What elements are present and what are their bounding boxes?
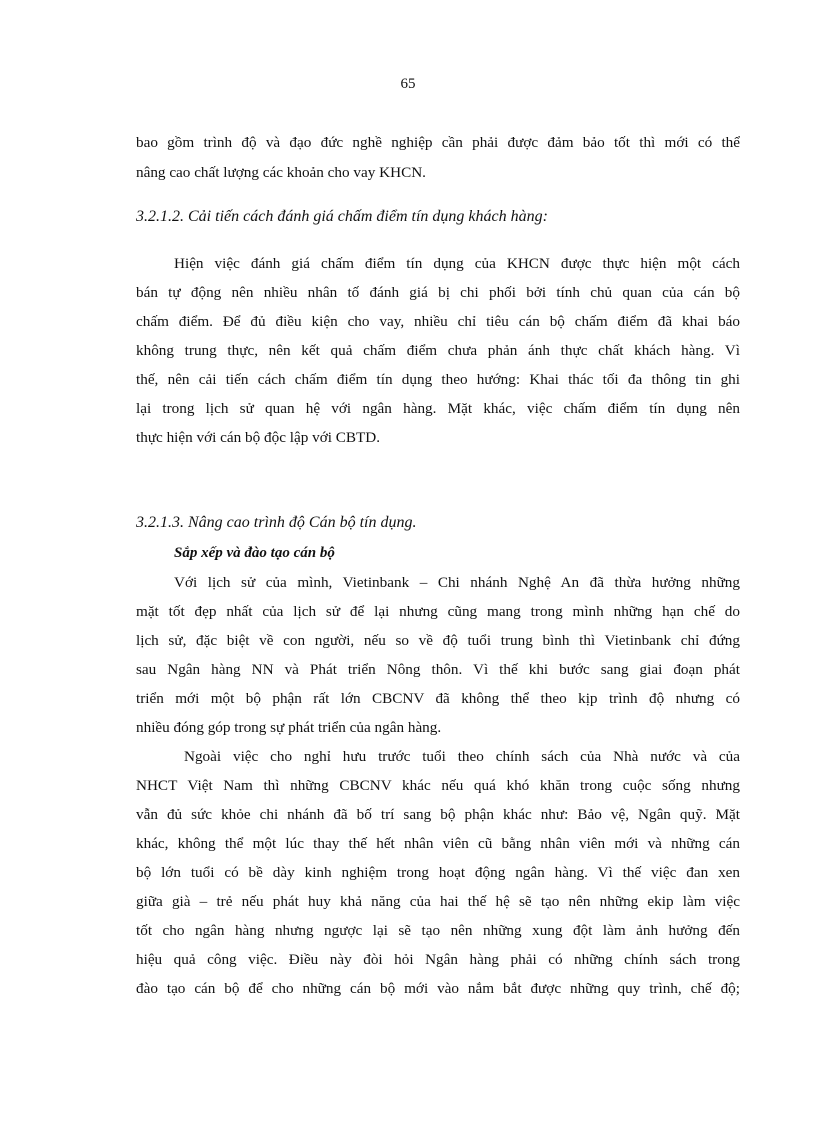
text-line: Ngoài việc cho nghỉ hưu trước tuổi theo chính sách của Nhà nước và của — [184, 748, 740, 765]
page-number: 65 — [400, 76, 416, 92]
section-heading-3-2-1-2: 3.2.1.2. Cải tiến cách đánh giá chấm điểm tín dụng khách hàng: — [136, 208, 548, 225]
text-line: lại trong lịch sử quan hệ với ngân hàng. Mặt khác, việc chấm điểm tín dụng nên — [136, 400, 740, 417]
text-line: nâng cao chất lượng các khoản cho vay KHCN. — [136, 164, 426, 181]
text-line: tốt cho ngân hàng nhưng ngược lại sẽ tạo nên những xung đột làm ảnh hưởng đến — [136, 922, 740, 939]
subheading: Sắp xếp và đào tạo cán bộ — [174, 545, 335, 561]
text-line: nhiều đóng góp trong sự phát triển của ngân hàng. — [136, 719, 442, 736]
text-line: chấm điểm. Để đủ điều kiện cho vay, nhiều chỉ tiêu cán bộ chấm điểm đã khai báo — [136, 313, 740, 330]
text-line: giữa già – trẻ nếu phát huy khả năng của hai thế hệ sẽ tạo nên những ekip làm việc — [136, 893, 740, 910]
section-heading-3-2-1-3: 3.2.1.3. Nâng cao trình độ Cán bộ tín dụng. — [136, 514, 417, 531]
text-line: triển mới một bộ phận rất lớn CBCNV đã không thể theo kịp trình độ nhưng có — [136, 690, 740, 707]
text-line: NHCT Việt Nam thì những CBCNV khác nếu quá khó khăn trong cuộc sống nhưng — [136, 777, 740, 794]
text-line: lịch sử, đặc biệt về con người, nếu so về độ tuổi trung bình thì Vietinbank chỉ đứng — [136, 632, 740, 649]
text-line: thế, nên cải tiến cách chấm điểm tín dụng theo hướng: Khai thác tối đa thông tin ghi — [136, 371, 740, 388]
text-line: bộ lớn tuổi có bề dày kinh nghiệm trong hoạt động ngân hàng. Vì thế việc đan xen — [136, 864, 740, 881]
text-line: vẫn đủ sức khỏe chi nhánh đã bố trí sang bộ phận khác như: Bảo vệ, Ngân quỹ. Mặt — [136, 806, 740, 823]
text-line: bán tự động nên nhiều nhân tố đánh giá bị chi phối bởi tính chủ quan của cán bộ — [136, 284, 740, 301]
text-line: không trung thực, nên kết quả chấm điểm chưa phản ánh thực chất khách hàng. Vì — [136, 342, 740, 359]
text-line: Với lịch sử của mình, Vietinbank – Chi nhánh Nghệ An đã thừa hưởng những — [174, 574, 740, 591]
text-line: khác, không thể một lúc thay thế hết nhân viên cũ bằng nhân viên mới và những cán — [136, 835, 740, 852]
text-line: sau Ngân hàng NN và Phát triển Nông thôn. Vì thế khi bước sang giai đoạn phát — [136, 661, 740, 678]
text-line: thực hiện với cán bộ độc lập với CBTD. — [136, 429, 381, 446]
text-line: Hiện việc đánh giá chấm điểm tín dụng của KHCN được thực hiện một cách — [174, 255, 740, 272]
text-line: bao gồm trình độ và đạo đức nghề nghiệp cần phải được đảm bảo tốt thì mới có thể — [136, 134, 740, 151]
text-line: mặt tốt đẹp nhất của lịch sử để lại nhưng cũng mang trong mình những hạn chế do — [136, 603, 740, 620]
text-line: đào tạo cán bộ để cho những cán bộ mới vào nắm bắt được những quy trình, chế độ; — [136, 980, 740, 997]
text-line: hiệu quả công việc. Điều này đòi hỏi Ngân hàng phải có những chính sách trong — [136, 951, 740, 968]
